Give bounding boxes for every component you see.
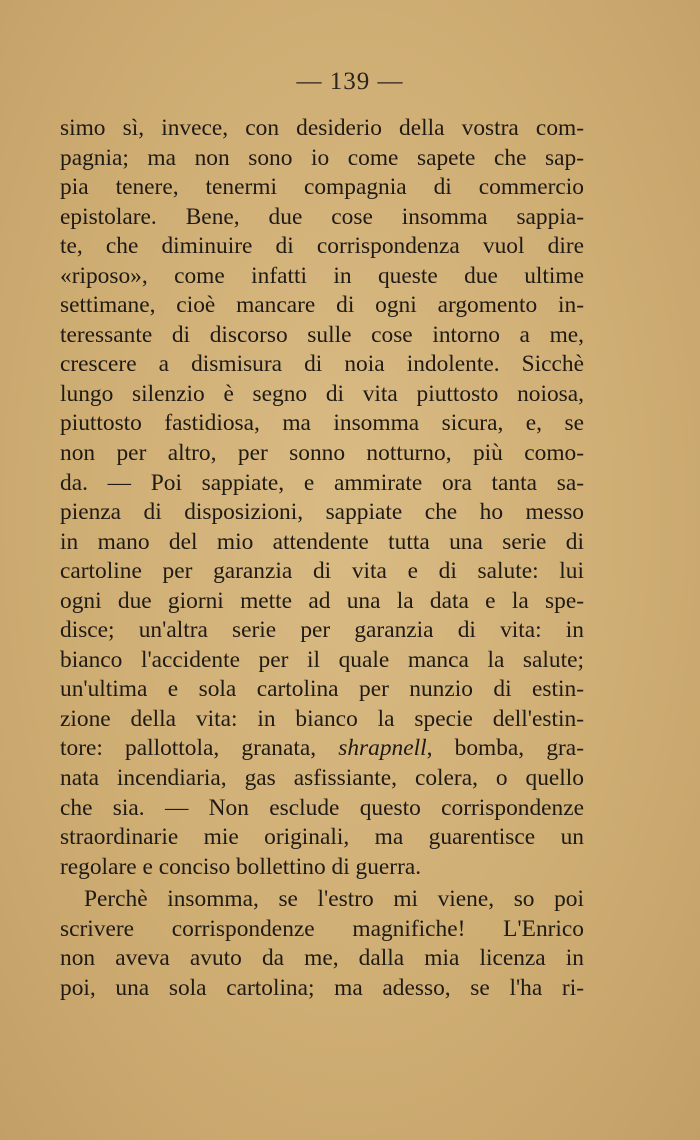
text-line: straordinarie mie originali, ma guarentisce un <box>60 824 584 851</box>
text-line: zione della vita: in bianco la specie dell'estin- <box>60 705 584 732</box>
text-line: da. — Poi sappiate, e ammirate ora tanta sa- <box>60 469 584 496</box>
text-line: bianco l'accidente per il quale manca la salute; <box>60 646 584 673</box>
text-line: poi, una sola cartolina; ma adesso, se l'ha ri- <box>60 974 584 1001</box>
text-line: scrivere corrispondenze magnifiche! L'Enrico <box>60 915 584 942</box>
page-number: — 139 — <box>296 68 404 95</box>
text-line: «riposo», come infatti in queste due ultime <box>60 262 584 289</box>
text-line: epistolare. Bene, due cose insomma sappia- <box>60 203 584 230</box>
text-line: pagnia; ma non sono io come sapete che sap- <box>60 144 584 171</box>
text-line: che sia. — Non esclude questo corrispondenze <box>60 794 584 821</box>
text-line: crescere a dismisura di noia indolente. Sicchè <box>60 351 584 378</box>
text-line: simo sì, invece, con desiderio della vostra com- <box>60 115 584 141</box>
text-line: Perchè insomma, se l'estro mi viene, so poi <box>84 886 584 913</box>
body-text <box>60 114 584 1003</box>
text-line: non aveva avuto da me, dalla mia licenza in <box>60 945 584 972</box>
text-line: pienza di disposizioni, sappiate che ho messo <box>60 499 584 526</box>
text-line: pia tenere, tenermi compagnia di commercio <box>60 174 584 201</box>
text-line: in mano del mio attendente tutta una serie di <box>60 528 584 555</box>
text-line: cartoline per garanzia di vita e di salute: lui <box>60 558 584 585</box>
text-line: piuttosto fastidiosa, ma insomma sicura, e, se <box>60 410 584 437</box>
text-line: tore: pallottola, granata, shrapnell, bomba, gra- <box>60 735 584 762</box>
text-line: regolare e conciso bollettino di guerra. <box>60 853 422 880</box>
text-line: settimane, cioè mancare di ogni argomento in- <box>60 292 584 319</box>
text-line: nata incendiaria, gas asfissiante, colera, o quello <box>60 765 584 792</box>
text-line: te, che diminuire di corrispondenza vuol dire <box>60 233 584 260</box>
paragraph <box>60 114 584 882</box>
text-line: non per altro, per sonno notturno, più como- <box>60 440 584 467</box>
text-line: ogni due giorni mette ad una la data e la spe- <box>60 587 584 614</box>
text-line: lungo silenzio è segno di vita piuttosto noiosa, <box>60 380 584 407</box>
paragraph <box>60 882 584 1003</box>
text-line: disce; un'altra serie per garanzia di vita: in <box>60 617 584 644</box>
text-line: un'ultima e sola cartolina per nunzio di estin- <box>60 676 584 703</box>
italic-word: shrapnell <box>338 735 427 762</box>
text-line: teressante di discorso sulle cose intorno a me, <box>60 321 584 348</box>
